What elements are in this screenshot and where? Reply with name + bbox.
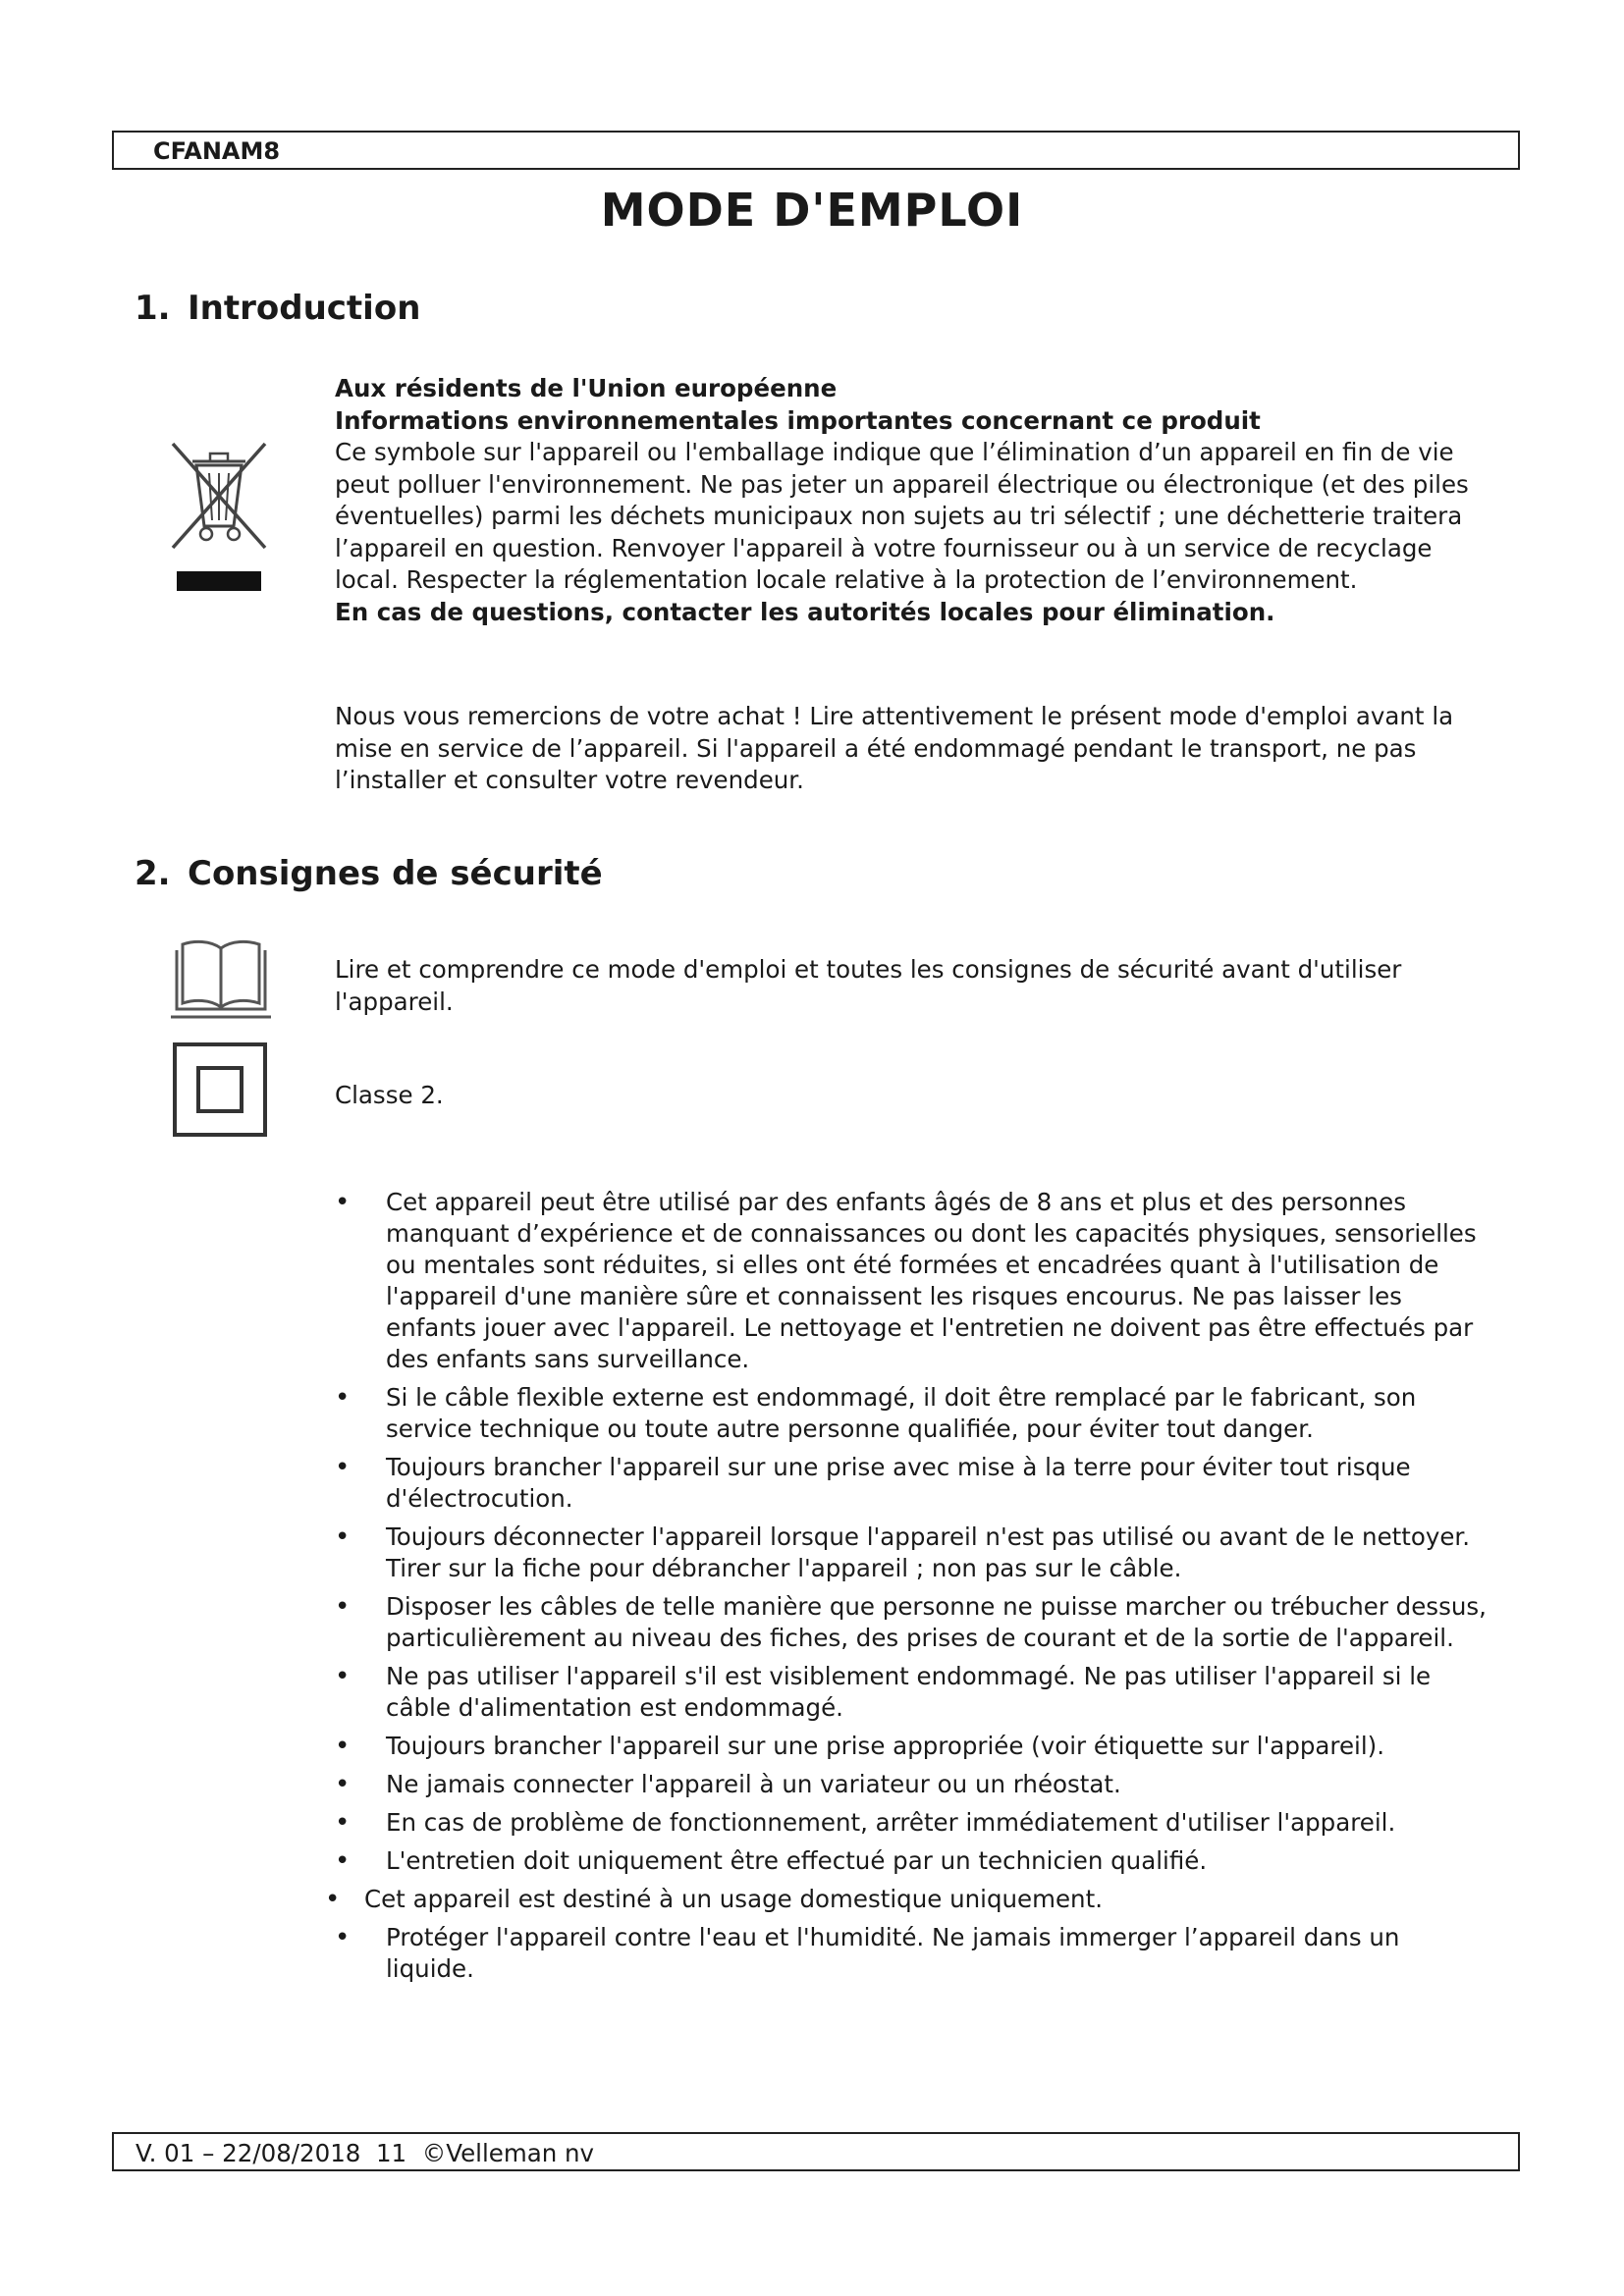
read-manual-block: [335, 954, 1493, 1018]
footer-text: V. 01 – 22/08/2018 11 ©Velleman nv: [135, 2139, 595, 2167]
section-1-title: Introduction: [188, 289, 421, 328]
environment-info-block: [335, 373, 1493, 628]
read-manual-icon: [169, 938, 273, 1027]
section-2-number: 2.: [135, 854, 171, 893]
section-2-heading: [135, 852, 603, 895]
class-2-block: [335, 1080, 1493, 1112]
weee-bin-icon: [165, 440, 273, 601]
list-item: • Protéger l'appareil contre l'eau et l'humidité. Ne jamais immerger l’appareil dans un liquide.: [335, 1922, 1493, 1985]
section-2-title: Consignes de sécurité: [188, 854, 603, 893]
section-1-heading: [135, 287, 420, 330]
list-item: • Cet appareil peut être utilisé par des enfants âgés de 8 ans et plus et des personnes manquant d’expérience et de connaissances ou dont les capacités physiques, sensorielles ou mentales sont réduites, si elles ont été formées et encadrées quant à l'utilisation de l'appareil d'une manière sûre et connaissent les risques encourus. Ne pas laisser les enfants jouer avec l'appareil. Le nettoyage et l'entretien ne doivent pas être effectués par des enfants sans surveillance.: [335, 1187, 1493, 1375]
eu-residents-heading: Aux résidents de l'Union européenne: [335, 374, 838, 402]
list-item: • Disposer les câbles de telle manière que personne ne puisse marcher ou trébucher dessus, particulièrement au niveau des fiches, des prises de courant et de la sortie de l'appareil.: [335, 1591, 1493, 1654]
disposal-text: Ce symbole sur l'appareil ou l'emballage indique que l’élimination d’un appareil en fin de vie peut polluer l'environnement. Ne pas jeter un appareil électrique ou électronique (et des piles éventuelles) parmi les déchets municipaux non sujets au tri sélectif ; une déchetterie traitera l’appareil en question. Renvoyer l'appareil à votre fournisseur ou à un service de recyclage local. Respecter la réglementation locale relative à la protection de l’environnement.: [335, 438, 1469, 594]
page-footer: [112, 2132, 1520, 2171]
list-item: • Toujours déconnecter l'appareil lorsque l'appareil n'est pas utilisé ou avant de le nettoyer. Tirer sur la fiche pour débrancher l'appareil ; non pas sur le câble.: [335, 1522, 1493, 1584]
environment-heading: Informations environnementales importantes concernant ce produit: [335, 405, 1261, 435]
list-item: • Toujours brancher l'appareil sur une prise avec mise à la terre pour éviter tout risque d'électrocution.: [335, 1452, 1493, 1515]
read-manual-text: Lire et comprendre ce mode d'emploi et toutes les consignes de sécurité avant d'utiliser l'appareil.: [335, 955, 1402, 1016]
list-item: • En cas de problème de fonctionnement, arrêter immédiatement d'utiliser l'appareil.: [335, 1807, 1493, 1839]
list-item: • Cet appareil est destiné à un usage domestique uniquement.: [335, 1884, 1493, 1915]
class-2-icon: [171, 1041, 269, 1143]
list-item: • L'entretien doit uniquement être effectué par un technicien qualifié.: [335, 1845, 1493, 1877]
class-2-text: Classe 2.: [335, 1081, 444, 1109]
questions-text: En cas de questions, contacter les autorités locales pour élimination.: [335, 597, 1275, 626]
page-header: [112, 131, 1520, 170]
thanks-paragraph: [335, 701, 1493, 797]
list-item: • Ne pas utiliser l'appareil s'il est visiblement endommagé. Ne pas utiliser l'appareil si le câble d'alimentation est endommagé.: [335, 1661, 1493, 1724]
document-title: MODE D'EMPLOI: [600, 184, 1024, 237]
model-code: CFANAM8: [153, 137, 281, 165]
section-1-number: 1.: [135, 289, 171, 328]
list-item: • Si le câble flexible externe est endommagé, il doit être remplacé par le fabricant, son service technique ou toute autre personne qualifiée, pour éviter tout danger.: [335, 1382, 1493, 1445]
list-item: • Toujours brancher l'appareil sur une prise appropriée (voir étiquette sur l'appareil).: [335, 1731, 1493, 1762]
thanks-text: Nous vous remercions de votre achat ! Lire attentivement le présent mode d'emploi avant la mise en service de l’appareil. Si l'appareil a été endommagé pendant le transport, ne pas l’installer et consulter votre revendeur.: [335, 702, 1454, 794]
safety-list: [335, 1187, 1493, 1992]
list-item: • Ne jamais connecter l'appareil à un variateur ou un rhéostat.: [335, 1769, 1493, 1800]
